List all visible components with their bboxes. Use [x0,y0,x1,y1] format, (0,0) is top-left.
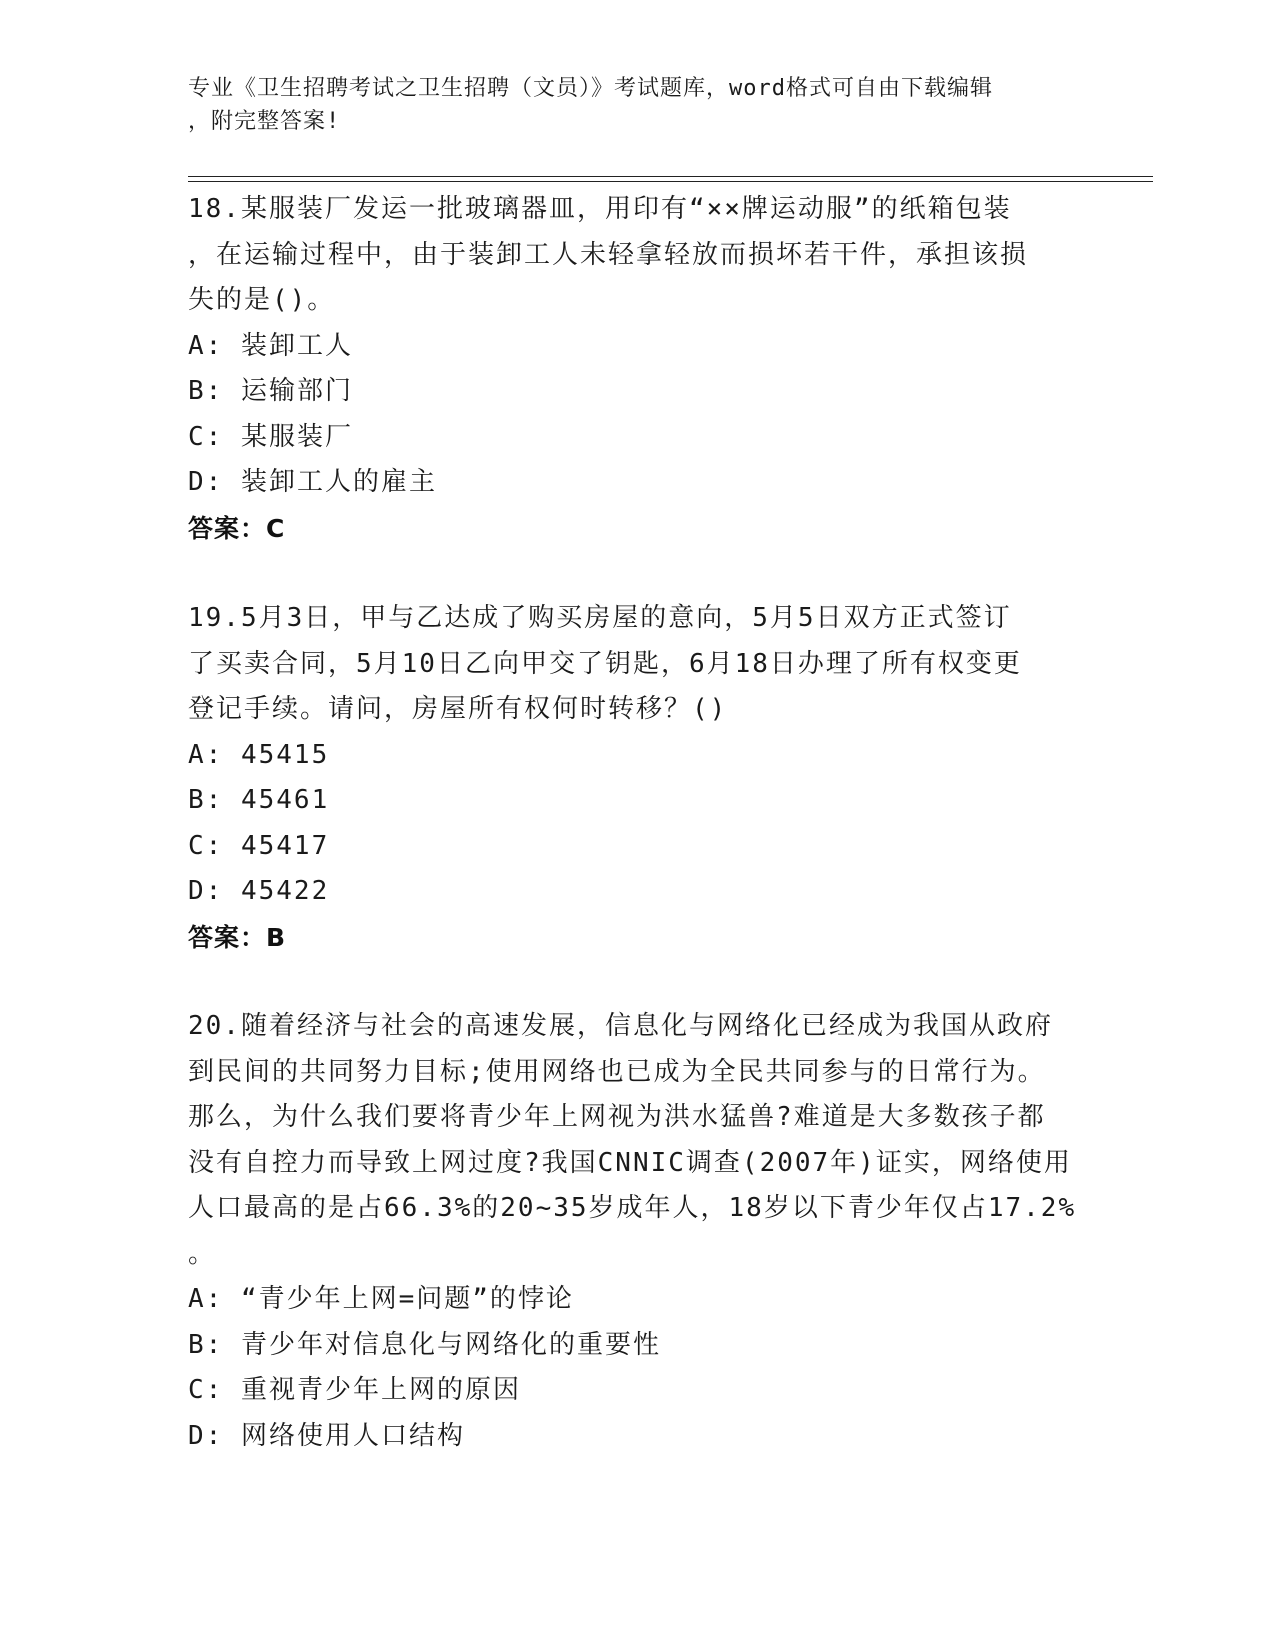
stem-line: 失的是()。 [188,285,336,315]
option-b [188,1323,1088,1369]
option-c [188,1368,1088,1414]
option-c [188,824,1088,870]
header-line-2: ，附完整答案! [188,109,341,134]
option-key: D: [188,1420,224,1451]
stem-line: 20.随着经济与社会的高速发展，信息化与网络化已经成为我国从政府 [188,1011,1053,1041]
option-b [188,778,1088,824]
question-20 [188,1004,1088,1459]
answer: 答案：B [188,922,287,952]
question-stem [188,596,1088,733]
header-line-1: 专业《卫生招聘考试之卫生招聘（文员）》考试题库，word格式可自由下载编辑 [188,76,993,101]
option-text: 青少年对信息化与网络化的重要性 [240,1329,661,1360]
option-key: B: [188,1329,224,1360]
question-stem [188,1004,1088,1277]
question-stem [188,187,1088,324]
option-a [188,733,1088,779]
option-text: 45415 [240,739,330,770]
answer: 答案：C [188,513,286,543]
option-d [188,1414,1088,1460]
stem-line: 。 [188,1238,217,1269]
stem-line: 登记手续。请问，房屋所有权何时转移？() [188,694,728,724]
header-divider-bottom [188,181,1153,182]
option-a [188,324,1088,370]
option-key: B: [188,785,224,815]
option-b [188,369,1088,415]
stem-line: 没有自控力而导致上网过度?我国CNNIC调查(2007年)证实，网络使用 [188,1147,1072,1178]
stem-line: 了买卖合同，5月10日乙向甲交了钥匙，6月18日办理了所有权变更 [188,648,1022,679]
option-text: 网络使用人口结构 [240,1420,465,1451]
option-a [188,1277,1088,1323]
option-key: A: [188,1284,224,1314]
option-text: 45422 [240,876,330,906]
option-text: 某服装厂 [240,421,353,452]
stem-line: 那么，为什么我们要将青少年上网视为洪水猛兽?难道是大多数孩子都 [188,1102,1046,1132]
stem-line: ，在运输过程中，由于装卸工人未轻拿轻放而损坏若干件，承担该损 [188,239,1029,270]
option-key: C: [188,1375,224,1405]
stem-line: 人口最高的是占66.3%的20~35岁成年人，18岁以下青少年仅占17.2% [188,1193,1077,1223]
option-key: B: [188,376,224,406]
option-d [188,869,1088,915]
option-text: 装卸工人 [240,330,353,361]
option-text: 重视青少年上网的原因 [240,1375,521,1405]
option-key: A: [188,739,224,770]
option-text: 装卸工人的雇主 [240,467,437,497]
header-divider-top [188,176,1153,177]
option-d [188,460,1088,506]
option-key: A: [188,330,224,361]
stem-line: 19.5月3日，甲与乙达成了购买房屋的意向，5月5日双方正式签订 [188,603,1012,633]
option-text: 45417 [240,830,330,861]
question-18 [188,187,1088,551]
stem-line: 到民间的共同努力目标;使用网络也已成为全民共同参与的日常行为。 [188,1056,1046,1087]
question-19 [188,596,1088,960]
document-header [188,72,1068,138]
option-key: D: [188,876,224,906]
option-key: C: [188,421,224,452]
option-text: 运输部门 [240,376,353,406]
option-key: D: [188,467,224,497]
option-text: “青少年上网=问题”的悖论 [240,1284,574,1314]
option-c [188,415,1088,461]
option-key: C: [188,830,224,861]
stem-line: 18.某服装厂发运一批玻璃器皿，用印有“××牌运动服”的纸箱包装 [188,194,1012,224]
option-text: 45461 [240,785,330,815]
